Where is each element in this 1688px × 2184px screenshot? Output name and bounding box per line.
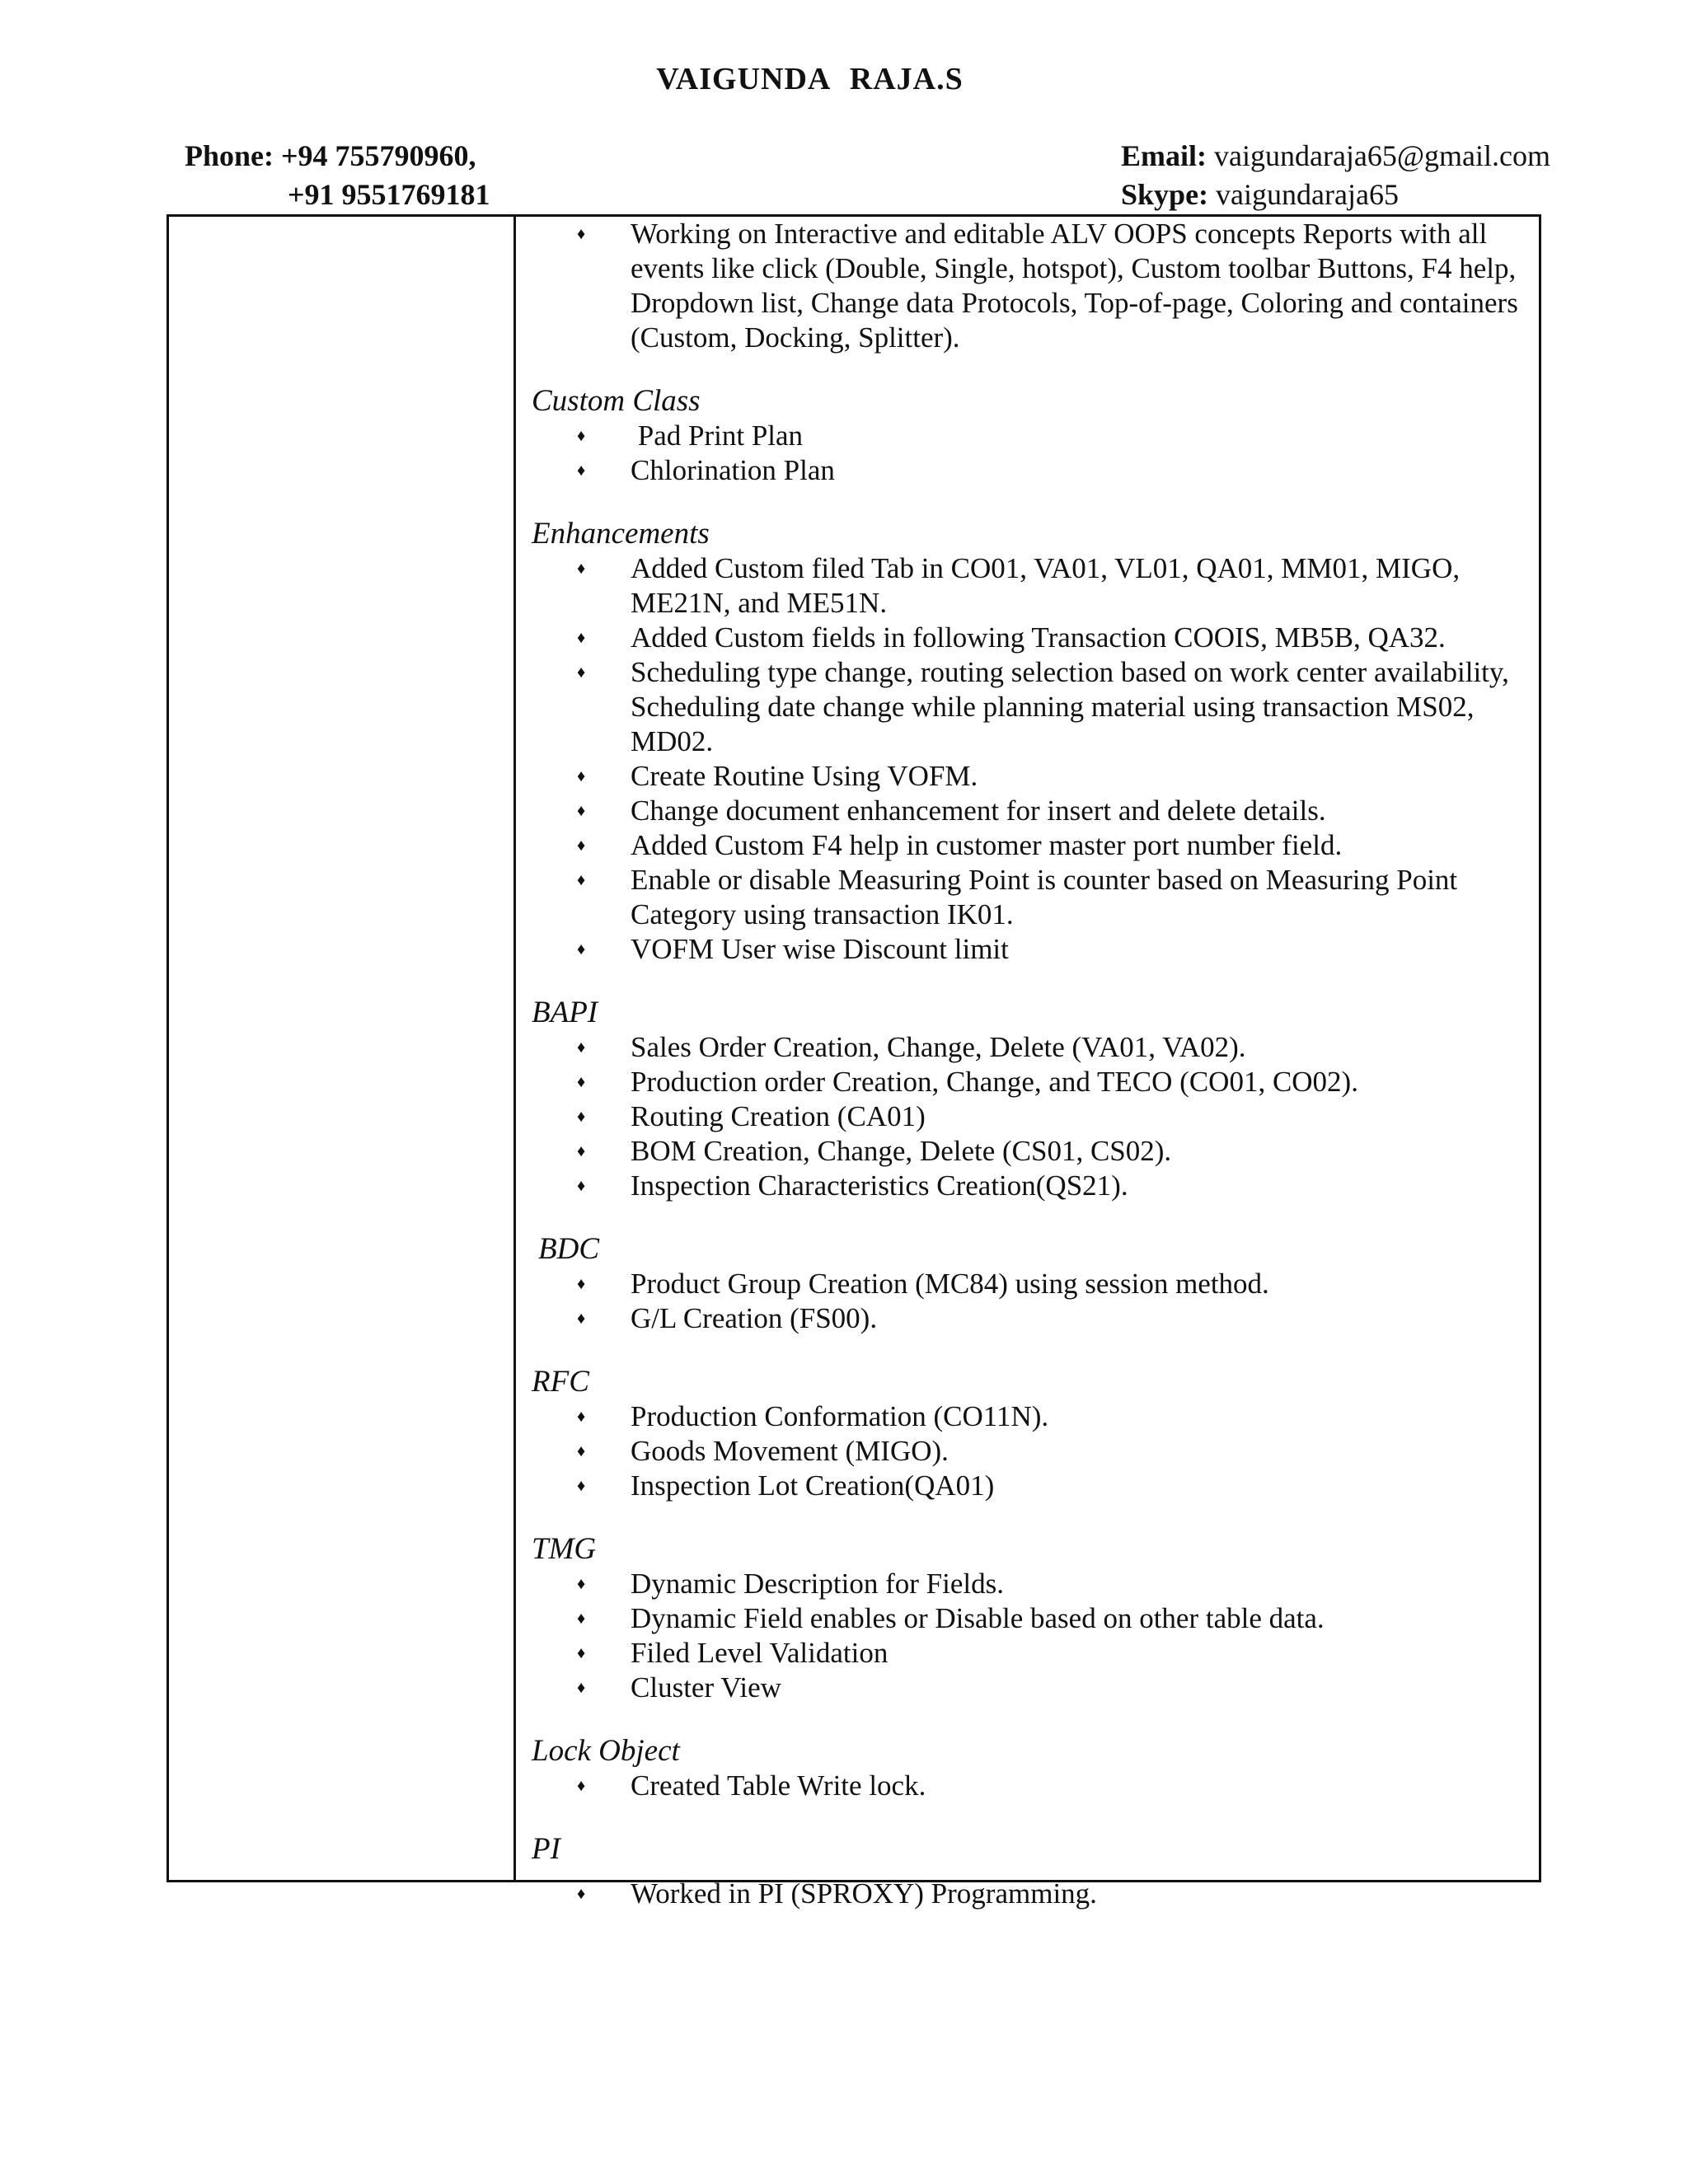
list-item: ♦ BOM Creation, Change, Delete (CS01, CS02).: [532, 1134, 1522, 1169]
section-tmg: [532, 1532, 1522, 1705]
list-item: ♦ Working on Interactive and editable ALV OOPS concepts Reports with all events like click (Double, Single, hotspot), Custom toolbar Buttons, F4 help, Dropdown list, Change data Protocols, Top-of-page, Coloring and containers (Custom, Docking, Splitter).: [532, 217, 1522, 355]
section-title: TMG: [532, 1532, 597, 1566]
list-item: ♦ Created Table Write lock.: [532, 1769, 1522, 1803]
email-line: [1121, 137, 1550, 176]
experience-table: [166, 214, 1541, 1910]
section-list: [532, 1567, 1522, 1705]
list-item: ♦ Dynamic Field enables or Disable based on other table data.: [532, 1601, 1522, 1636]
section-list: [532, 1030, 1522, 1203]
skype-label: Skype:: [1121, 178, 1209, 211]
section-rfc: [532, 1365, 1522, 1503]
list-item: ♦ Cluster View: [532, 1671, 1522, 1705]
section-list: [532, 1877, 1522, 1911]
section-title: RFC: [532, 1365, 589, 1399]
list-item: ♦ Create Routine Using VOFM.: [532, 759, 1522, 794]
email-skype-block: [1121, 137, 1550, 214]
section-list: [532, 1769, 1522, 1803]
list-item: ♦ Change document enhancement for insert and delete details.: [532, 794, 1522, 828]
phone-number-1: +94 755790960,: [281, 139, 476, 172]
section-list: [532, 1267, 1522, 1336]
phone-label: Phone:: [185, 139, 274, 172]
list-item: ♦ Worked in PI (SPROXY) Programming.: [532, 1877, 1522, 1911]
list-item: ♦ Chlorination Plan: [532, 453, 1522, 488]
list-item: ♦ Added Custom filed Tab in CO01, VA01, VL01, QA01, MM01, MIGO, ME21N, and ME51N.: [532, 551, 1522, 621]
candidate-name: VAIGUNDA RAJA.S: [656, 62, 964, 96]
phone-line-1: [185, 137, 490, 176]
section-title: PI: [532, 1832, 560, 1866]
skills-column: [532, 217, 1522, 1911]
list-item: ♦ VOFM User wise Discount limit: [532, 932, 1522, 967]
section-title: BAPI: [532, 996, 598, 1029]
list-item: ♦ Goods Movement (MIGO).: [532, 1434, 1522, 1469]
section-title: BDC: [538, 1232, 599, 1266]
list-item: ♦ Scheduling type change, routing selection based on work center availability, Scheduling date change while planning material using transaction MS02, MD02.: [532, 655, 1522, 759]
section-title: Lock Object: [532, 1734, 680, 1768]
section-bapi: [532, 996, 1522, 1203]
list-item: ♦ Enable or disable Measuring Point is counter based on Measuring Point Category using transaction IK01.: [532, 863, 1522, 932]
section-bdc: [532, 1232, 1522, 1336]
list-item: ♦ Production Conformation (CO11N).: [532, 1399, 1522, 1434]
email-label: Email:: [1121, 139, 1207, 172]
list-item: ♦ Added Custom F4 help in customer master port number field.: [532, 828, 1522, 863]
email-value: vaigundaraja65@gmail.com: [1214, 139, 1551, 172]
intro-list: [532, 217, 1522, 355]
list-item: ♦ Sales Order Creation, Change, Delete (VA01, VA02).: [532, 1030, 1522, 1065]
list-item: ♦ Product Group Creation (MC84) using session method.: [532, 1267, 1522, 1301]
list-item: ♦ Production order Creation, Change, and TECO (CO01, CO02).: [532, 1065, 1522, 1099]
section-custom-class: [532, 384, 1522, 488]
list-item: ♦ G/L Creation (FS00).: [532, 1301, 1522, 1336]
column-divider: [513, 217, 516, 1880]
section-list: [532, 1399, 1522, 1503]
section-lock-object: [532, 1734, 1522, 1803]
list-item: ♦ Inspection Lot Creation(QA01): [532, 1469, 1522, 1503]
list-item: ♦ Added Custom fields in following Transaction COOIS, MB5B, QA32.: [532, 621, 1522, 655]
section-pi: [532, 1832, 1522, 1911]
section-list: [532, 419, 1522, 488]
list-item: ♦ Filed Level Validation: [532, 1636, 1522, 1671]
section-enhancements: [532, 517, 1522, 967]
list-item: ♦ Inspection Characteristics Creation(QS21).: [532, 1169, 1522, 1203]
skype-line: [1121, 176, 1550, 214]
list-item: ♦ Pad Print Plan: [532, 419, 1522, 453]
phone-block: [185, 137, 490, 214]
section-list: [532, 551, 1522, 967]
section-title: Enhancements: [532, 517, 710, 551]
list-item: ♦ Dynamic Description for Fields.: [532, 1567, 1522, 1601]
list-item: ♦ Routing Creation (CA01): [532, 1099, 1522, 1134]
phone-number-2: +91 9551769181: [288, 178, 490, 211]
section-title: Custom Class: [532, 384, 701, 418]
skype-value: vaigundaraja65: [1216, 178, 1399, 211]
